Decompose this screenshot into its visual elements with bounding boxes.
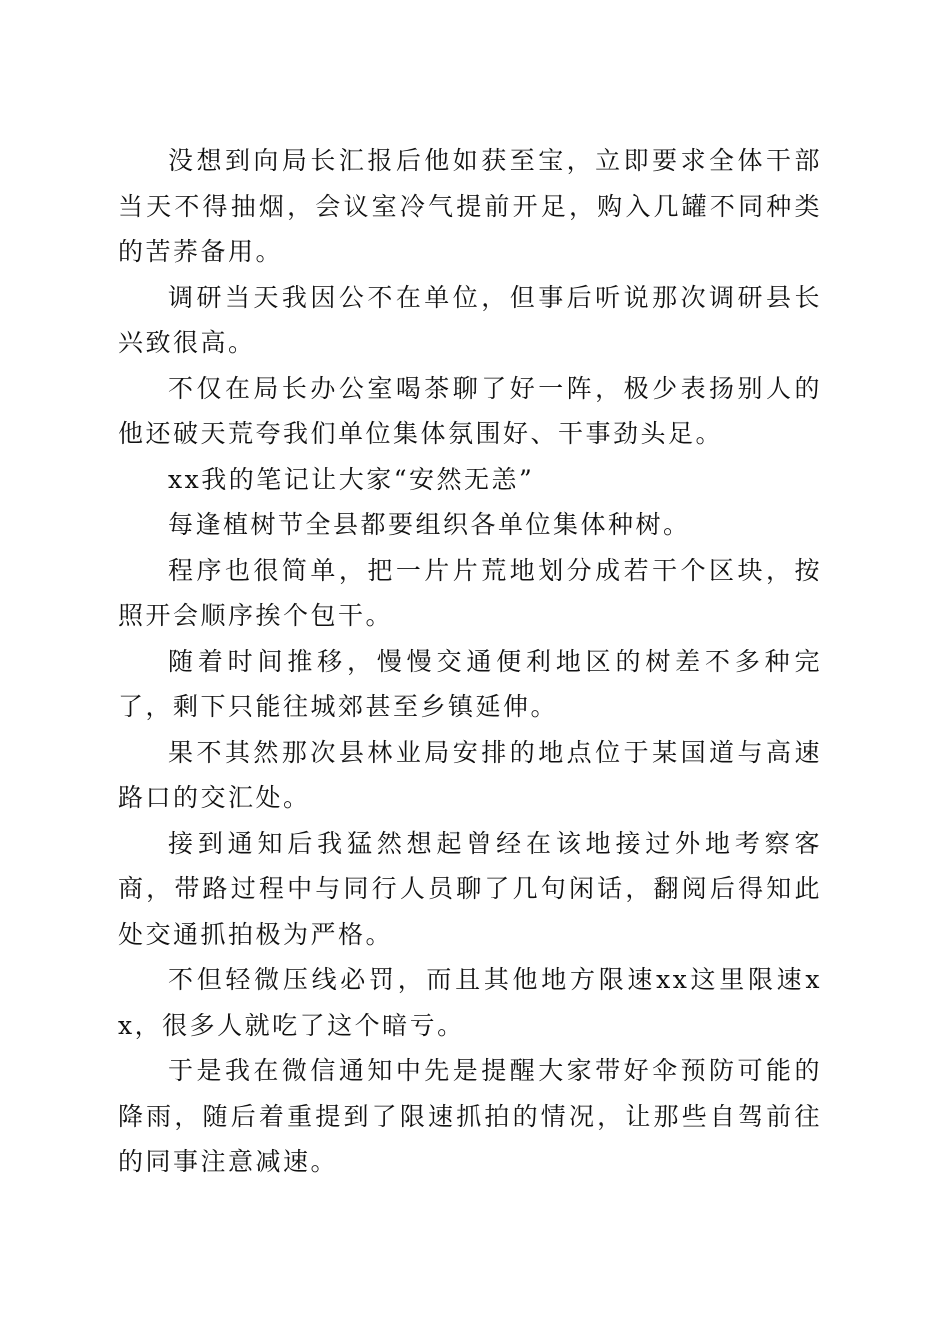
paragraph-3: 不仅在局长办公室喝茶聊了好一阵，极少表扬别人的他还破天荒夸我们单位集体氛围好、干事劲头足。 [118,373,822,448]
document-body [118,138,822,1185]
paragraph-2: 调研当天我因公不在单位，但事后听说那次调研县长兴致很高。 [118,282,822,357]
paragraph-5: 每逢植树节全县都要组织各单位集体种树。 [168,510,691,539]
paragraph-7: 随着时间推移，慢慢交通便利地区的树差不多种完了，剩下只能往城郊甚至乡镇延伸。 [118,646,822,721]
paragraph-10: 不但轻微压线必罚，而且其他地方限速xx这里限速xx，很多人就吃了这个暗亏。 [118,965,822,1040]
paragraph-9: 接到通知后我猛然想起曾经在该地接过外地考察客商，带路过程中与同行人员聊了几句闲话，翻阅后得知此处交通抓拍极为严格。 [118,828,822,949]
paragraph-8: 果不其然那次县林业局安排的地点位于某国道与高速路口的交汇处。 [118,737,822,812]
paragraph-1: 没想到向局长汇报后他如获至宝，立即要求全体干部当天不得抽烟，会议室冷气提前开足，购入几罐不同种类的苦荞备用。 [118,146,822,266]
section-heading: xx我的笔记让大家“安然无恙” [168,464,535,494]
paragraph-11: 于是我在微信通知中先是提醒大家带好伞预防可能的降雨，随后着重提到了限速抓拍的情况，让那些自驾前往的同事注意减速。 [118,1056,822,1176]
paragraph-6: 程序也很简单，把一片片荒地划分成若干个区块，按照开会顺序挨个包干。 [118,555,822,630]
